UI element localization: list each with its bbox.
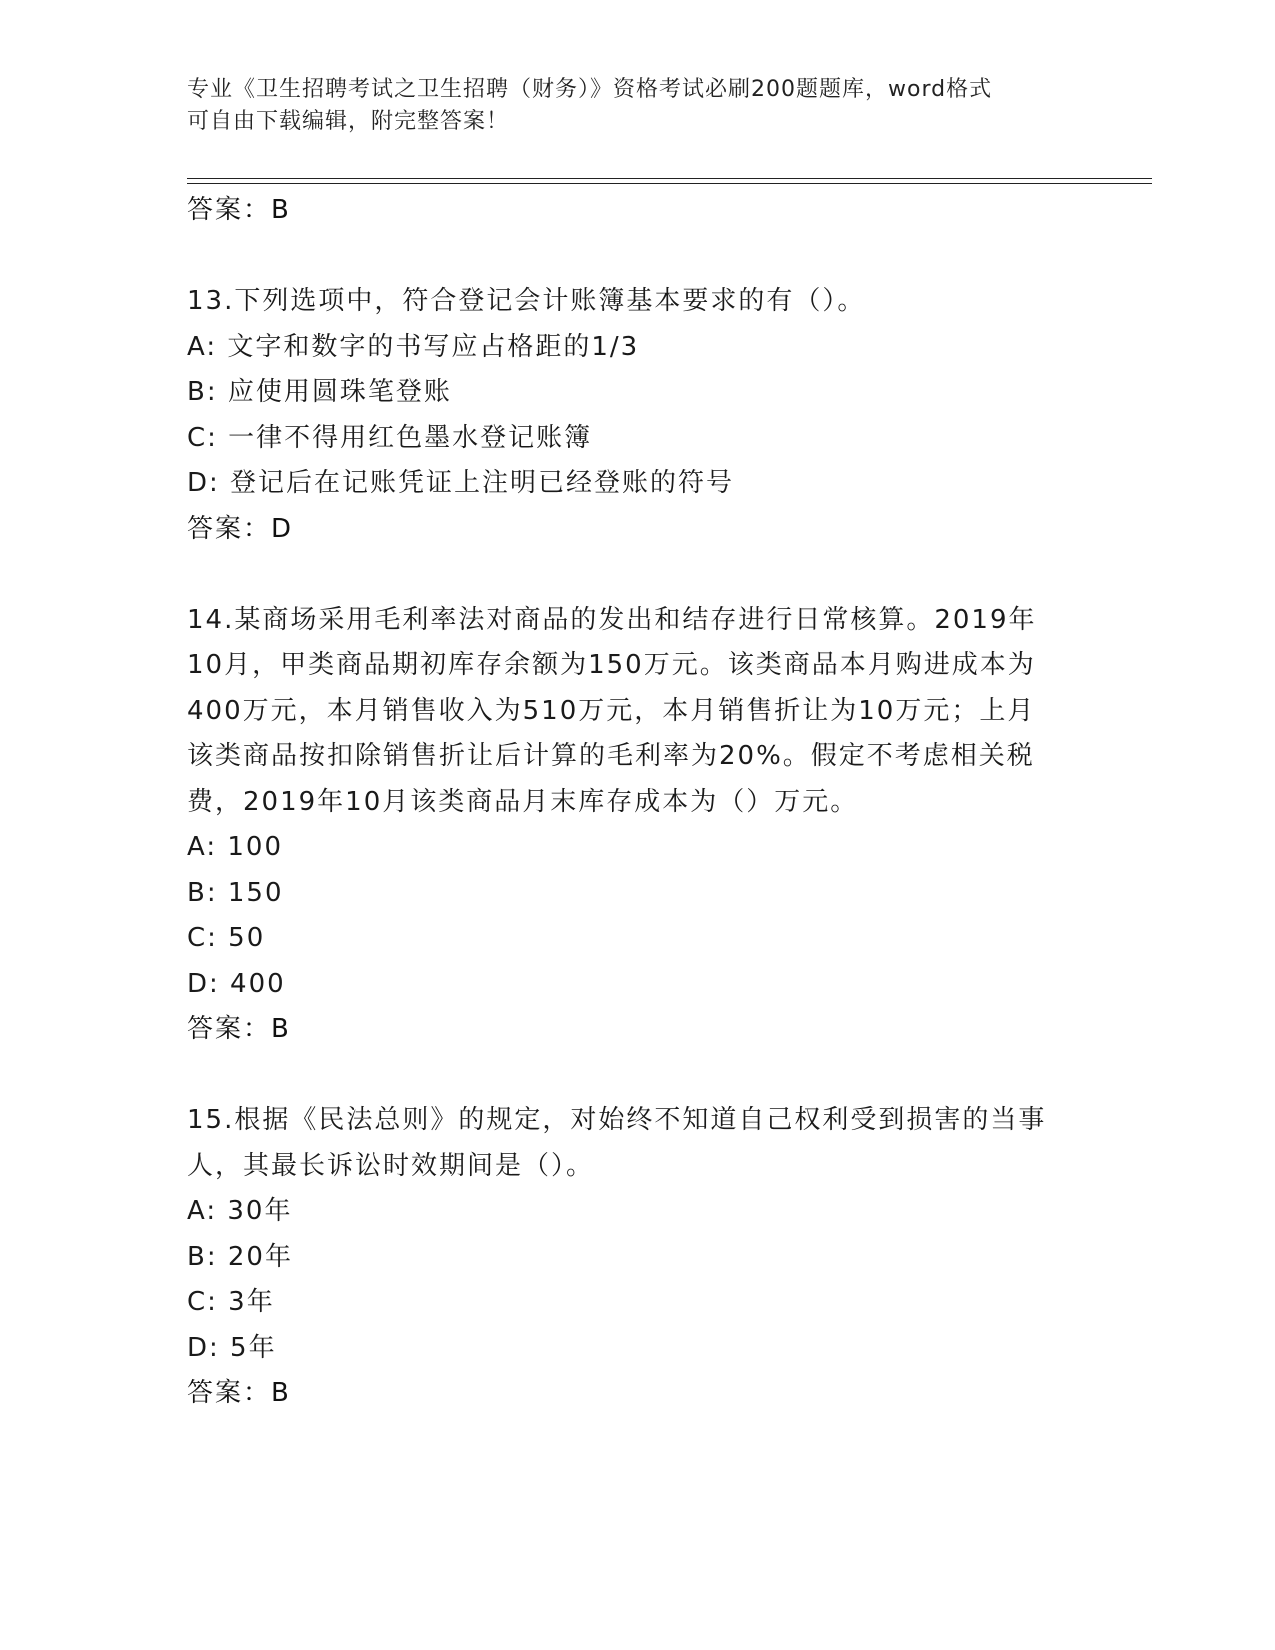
- header-divider-top: [187, 178, 1152, 179]
- question-stem: 该类商品按扣除销售折让后计算的毛利率为20%。假定不考虑相关税: [187, 741, 1035, 771]
- question-15: [187, 1098, 1087, 1417]
- question-stem: 13.下列选项中，符合登记会计账簿基本要求的有（）。: [187, 286, 866, 316]
- option-a: A: 30年: [187, 1196, 293, 1226]
- question-13: [187, 279, 1087, 552]
- question-stem: 10月，甲类商品期初库存余额为150万元。该类商品本月购进成本为: [187, 650, 1036, 680]
- header-line-1: 专业《卫生招聘考试之卫生招聘（财务）》资格考试必刷200题题库，word格式: [187, 77, 993, 102]
- document-header: [187, 74, 1067, 138]
- question-stem: 400万元，本月销售收入为510万元，本月销售折让为10万元；上月: [187, 695, 1036, 726]
- spacer: [187, 552, 1087, 598]
- previous-answer: 答案：B: [187, 195, 291, 225]
- option-d: D: 400: [187, 968, 286, 999]
- option-a: A: 100: [187, 832, 283, 862]
- option-c: C: 一律不得用红色墨水登记账簿: [187, 422, 593, 453]
- header-divider-bottom: [187, 183, 1152, 184]
- spacer: [187, 1053, 1087, 1099]
- option-d: D: 登记后在记账凭证上注明已经登账的符号: [187, 468, 735, 498]
- question-14: [187, 598, 1087, 1053]
- option-a: A: 文字和数字的书写应占格距的1/3: [187, 331, 640, 362]
- answer: 答案：D: [187, 513, 294, 544]
- answer: 答案：B: [187, 1014, 291, 1044]
- question-stem: 人，其最长诉讼时效期间是（）。: [187, 1150, 595, 1181]
- question-stem: 14.某商场采用毛利率法对商品的发出和结存进行日常核算。2019年: [187, 604, 1037, 635]
- question-list: [187, 188, 1087, 1417]
- option-b: B: 应使用圆珠笔登账: [187, 377, 452, 407]
- option-b: B: 150: [187, 877, 284, 908]
- option-c: C: 50: [187, 923, 266, 953]
- question-stem: 15.根据《民法总则》的规定，对始终不知道自己权利受到损害的当事: [187, 1105, 1047, 1135]
- answer: 答案：B: [187, 1378, 291, 1408]
- spacer: [187, 234, 1087, 280]
- question-stem: 费，2019年10月该类商品月末库存成本为（）万元。: [187, 786, 859, 817]
- option-b: B: 20年: [187, 1241, 293, 1272]
- option-d: D: 5年: [187, 1332, 277, 1363]
- header-line-2: 可自由下载编辑，附完整答案！: [187, 109, 510, 134]
- option-c: C: 3年: [187, 1287, 275, 1317]
